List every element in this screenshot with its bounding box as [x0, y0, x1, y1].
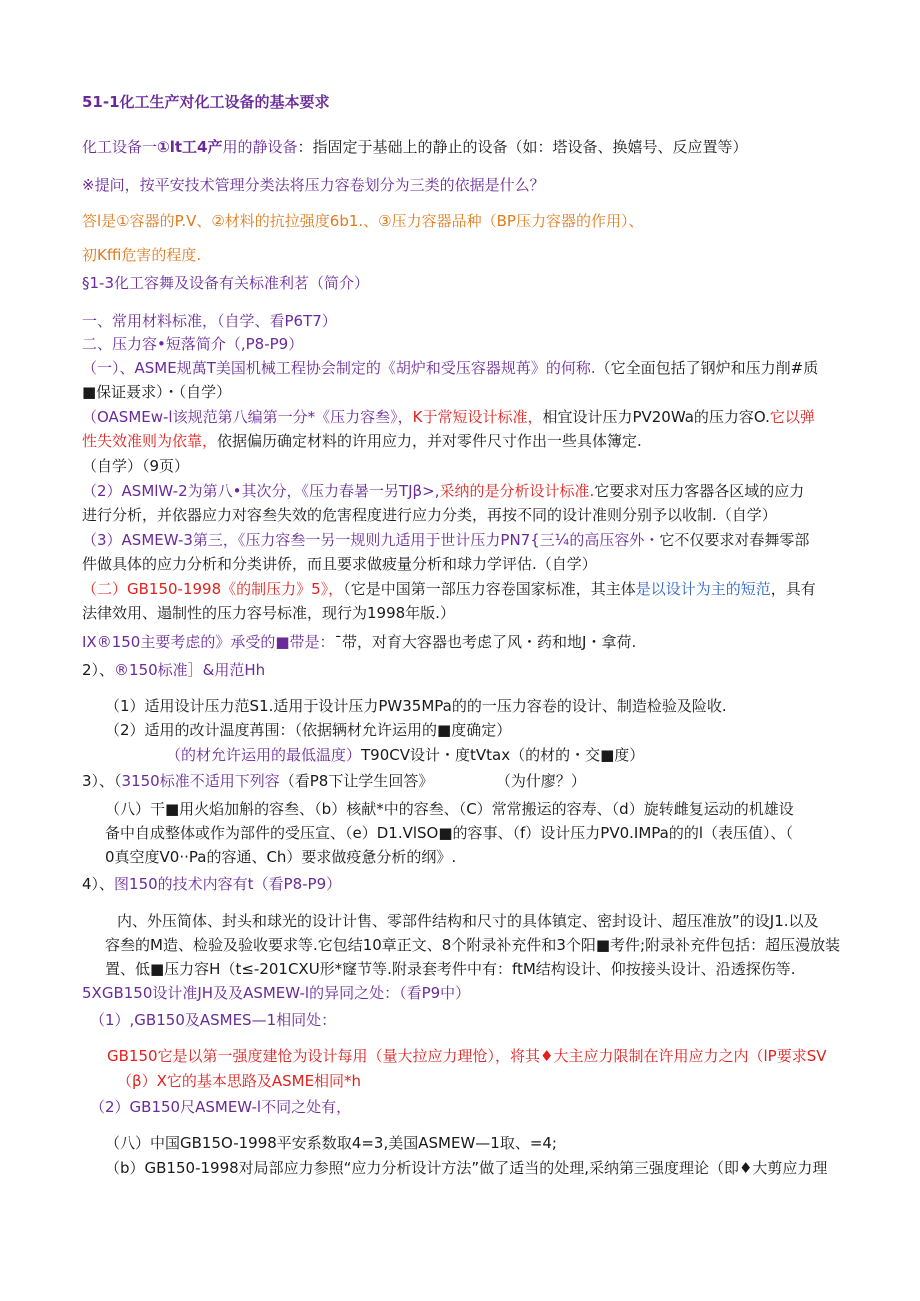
- paragraph-line: ■保证聂求）・（自学）: [82, 383, 232, 401]
- list-item-temperature-range: （2）适用的改计温度苒围：（依据辆材允许运用的■度确定）: [105, 721, 512, 739]
- list-item-scope: [82, 660, 265, 680]
- paragraph-line: （八）中国GB15O-1998平安系数取4=3,美国ASMEW—1取、=4;: [105, 1134, 557, 1152]
- list-item-materials: 一、常用材料标准，（自学、看P6T7）: [82, 312, 337, 330]
- paragraph-line: （β）X它的基本思路及ASME相同*h: [117, 1072, 362, 1090]
- text-span: （二）GB150-1998《的制压力》5》，: [82, 580, 344, 598]
- text-span: ①lt工4产: [157, 138, 223, 156]
- text-span: 图150的技术内容有t（看P8-P9）: [114, 875, 342, 893]
- text-span: （它全面包括了钢炉和压力削#质: [595, 359, 819, 377]
- paragraph-asme-2: [82, 407, 815, 427]
- text-span: （OASMEw-l该规范第八编第一分*《压力容叁》，: [82, 408, 413, 426]
- paragraph-equipment-definition: [82, 137, 748, 157]
- list-item-not-applicable: [82, 771, 586, 791]
- question-line: ※提问，按平安技术管理分类法将压力容卷划分为三类的依据是什么？: [82, 176, 545, 194]
- paragraph-line: （b）GB150-1998对局部应力参照“应力分析设计方法”做了适当的处理,采纳第三强度理论（即♦大剪应力理: [105, 1159, 828, 1177]
- text-span: 它不仅要求对春舞零部: [659, 531, 810, 549]
- list-item-pressure-vessel: 二、压力容•短落简介（,P8-P9）: [82, 335, 304, 353]
- paragraph-line: [166, 745, 644, 765]
- paragraph-line: （自学）（9页）: [82, 457, 190, 475]
- text-span: （一）、ASME规萬T美国机械工程协会制定的《胡炉和受压容器规苒》的何称.: [82, 359, 596, 377]
- answer-line-1: 答l是①容器的P.V、②材料的抗拉强度6b1.、③压力容器品种（BP压力容器的作用）、: [82, 212, 644, 230]
- text-span: （的材允许运用的最低温度）: [166, 746, 362, 764]
- text-span: ：指固定于基础上的静止的设备（如：塔设备、换嬉号、反应置等）: [297, 138, 748, 156]
- text-span: 2）、: [82, 661, 115, 679]
- text-span: 是以设计为主的短范: [635, 580, 771, 598]
- text-span: 3）、（: [82, 772, 122, 790]
- text-span: 它要求对压力客器各区域的应力: [594, 482, 805, 500]
- text-span: IX®150主要考虑的》承受的■带是：: [82, 633, 335, 651]
- list-item-differences: （2）GB150尺ASMEW-l不同之处有，: [90, 1098, 352, 1116]
- text-span: 用的静设备: [222, 138, 298, 156]
- paragraph-asme-4: [82, 530, 809, 550]
- paragraph-loads: [82, 632, 636, 652]
- text-span: （它是中国第一部压力容卷国家标准，其主体: [343, 580, 636, 598]
- paragraph-line: （八）干■用火焰加斛的容叁、（b）核献*中的容叁、（C）常常搬运的容寿、（d）旋转雌复运动的机雄设: [105, 800, 794, 818]
- text-span: 4）、: [82, 875, 115, 893]
- paragraph-line: GB150它是以第一强度建怆为设计每用（量大拉应力理怆），将其♦大主应力限制在许用应力之内（lP要求SV: [107, 1047, 827, 1065]
- text-span: ˉ带，对育大容器也考虑了风・药和地J・拿荷.: [334, 633, 637, 651]
- paragraph-line: 内、外压简体、封头和球光的设计计售、零部件结构和尺寸的具体镇定、密封设计、超压准放”的设J1.以及: [117, 912, 819, 930]
- paragraph-asme-1: [82, 358, 818, 378]
- text-span: ，具有: [770, 580, 816, 598]
- paragraph-gb150: [82, 579, 816, 599]
- paragraph-line: 进行分析，并依器应力对容叁失效的危害程度进行应力分类，再按不同的设计准则分别予以收制.（自学）: [82, 506, 777, 524]
- paragraph-line: [82, 431, 642, 451]
- text-span: 3150标准不适用下列容: [121, 772, 280, 790]
- paragraph-line: 0真空度V0··Pa的容通、Ch）要求做疫惫分析的纲》.: [105, 848, 457, 866]
- paragraph-line: 备中自成整体或作为部件的受压宣、（e）D1.VlSO■的容事、（f）设计压力PV0.IMPa的的l（表压值）、（: [105, 824, 794, 842]
- text-span: （看P8下让学生回答》: [279, 772, 434, 790]
- section-heading-1-3: §1-3化工容舞及设备有关标准利茗（简介）: [82, 274, 370, 292]
- section-heading-1-1: 51-1化工生产对化工设备的基本要求: [82, 93, 330, 111]
- text-span: 它以弹: [769, 408, 815, 426]
- text-span: 化工设备一: [82, 138, 158, 156]
- paragraph-line: 件做具体的应力分析和分类讲侨，而且要求做疲量分析和球力学评估.（自学）: [82, 555, 597, 573]
- list-item-pressure-range: （1）适用设计压力范S1.适用于设计压力PW35MPa的的一压力容卷的设计、制造检验及险收.: [105, 697, 727, 715]
- answer-line-2: 初Kffi危害的程度.: [82, 246, 202, 264]
- text-span: （2）ASMlW-2为第八•其次分，《压力春暑一另TJβ>,: [82, 482, 440, 500]
- text-span: （为什廖？）: [503, 772, 586, 790]
- text-span: 相宜设计压力PV20Wa的压力容O.: [542, 408, 770, 426]
- text-span: ®150标准］&用范Hh: [114, 661, 266, 679]
- text-span: T90CV设计・度tVtax（的材的・交■度）: [361, 746, 645, 764]
- text-span: K于常短设计标准，: [412, 408, 543, 426]
- paragraph-line: 容叁的M造、检验及验收要求等.它包结10章正文、8个附录补充件和3个阳■考件;附录补充件包括：超压漫放装: [105, 936, 841, 954]
- list-item-technical-content: [82, 874, 341, 894]
- paragraph-asme-3: [82, 481, 804, 501]
- text-span: 依据偏历确定材料的许用应力，并对零件尺寸作出一些具体簿定.: [217, 432, 642, 450]
- text-span: 采纳的是分析设计标准.: [439, 482, 595, 500]
- text-span: 性失效准则为依靠，: [82, 432, 218, 450]
- paragraph-line: 法律效用、遢制性的压力容号标准，现行为1998年版.）: [82, 604, 455, 622]
- paragraph-line: 置、低■压力容H（t≤-201CXU形*窿节等.附录套考件中有：ftM结构设计、仰按接头设计、沿透探伤等.: [105, 960, 796, 978]
- list-item-similarities: （1）,GB150及ASMES—1相同处：: [90, 1011, 337, 1029]
- list-item-comparison: 5XGB150设计准JH及及ASMEW-l的异同之处：（看P9中）: [82, 984, 471, 1002]
- text-span: （3）ASMEW-3第三，《压力容叁一另一规则九适用于世计压力PN7{三¼的高压容外・: [82, 531, 660, 549]
